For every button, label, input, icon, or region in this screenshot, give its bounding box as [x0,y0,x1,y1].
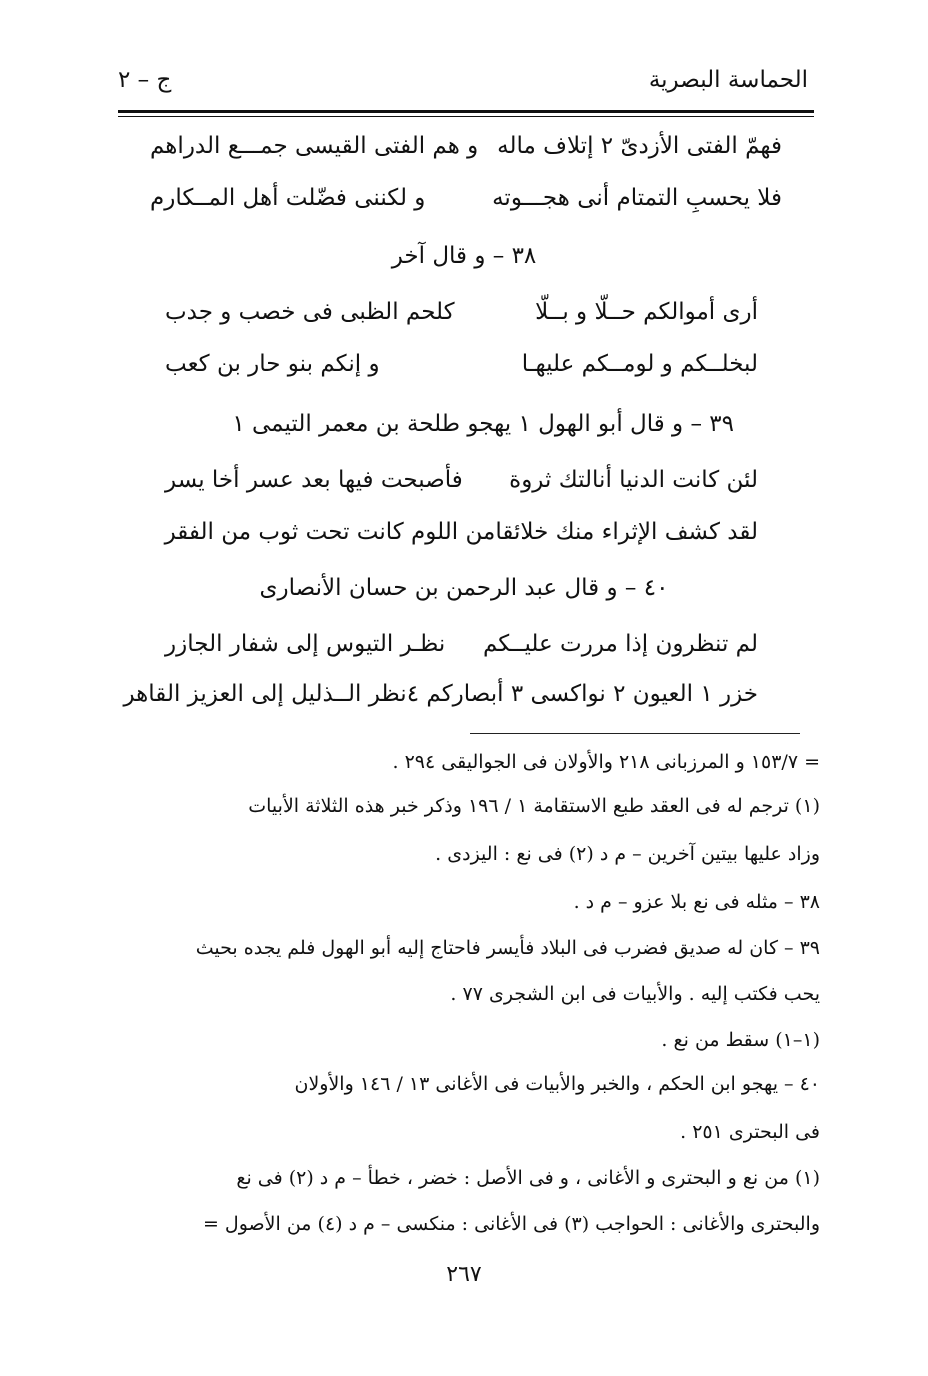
verse-line [165,624,758,664]
verse-first-hemistich: لئن كانت الدنيا أنالتك ثروة [509,467,758,493]
running-header [118,58,808,102]
verse-first-hemistich: لقد كشف الإثراء منك خلائقا [495,519,758,545]
footnote-line: (١) ترجم له فى العقد طبع الاستقامة ١ / ١٩٦ وذكر خبر هذه الثلاثة الأبيات [248,795,820,817]
footnote-line: = ١٥٣/٧ و المرزبانى ٢١٨ والأولان فى الجواليقى ٢٩٤ . [392,751,820,773]
verse-line [150,178,782,218]
verse-line [123,674,758,714]
footnote-line: فى البحترى ٢٥١ . [680,1121,820,1143]
footnote-line: (١–١) سقط من نع . [661,1029,820,1051]
verse-line [150,126,782,166]
verse-second-hemistich: نظر الــذليل إلى العزيز القاهر [123,681,407,707]
verse-first-hemistich: خزر ١ العيون ٢ نواكسى ٣ أبصاركم ٤ [406,681,758,707]
volume-number: ج – ٢ [118,67,172,93]
verse-second-hemistich: من اللوم كانت تحت ثوب من الفقر [164,519,496,545]
poem-heading: ٤٠ – و قال عبد الرحمن بن حسان الأنصارى [259,575,669,601]
verse-second-hemistich: كلحم الظبى فى خصب و جدب [165,299,455,325]
poem-heading: ٣٩ – و قال أبو الهول ١ يهجو طلحة بن معمر التيمى ١ [232,411,734,437]
verse-second-hemistich: و هم الفتى القيسى جمـــع الدراهم [150,133,479,159]
verse-second-hemistich: و لكننى فضّلت أهل المــكارم [150,185,426,211]
footnote-line: ٤٠ – يهجو ابن الحكم ، والخبر والأبيات فى الأغانى ١٣ / ١٤٦ والأولان [294,1073,820,1095]
footnote-line: وزاد عليها بيتين آخرين – م د (٢) فى نع : اليزدى . [435,843,820,865]
verse-first-hemistich: أرى أموالكم حــلّا و بــلّا [535,299,758,325]
verse-line [165,292,758,332]
footnote-line: ٣٨ – مثله فى نع بلا عزو – م د . [573,891,820,913]
header-rule [118,110,814,113]
poem-heading: ٣٨ – و قال آخر [391,243,537,269]
header-rule-thin [118,116,814,117]
verse-line [165,512,758,552]
book-title: الحماسة البصرية [648,67,808,93]
verse-second-hemistich: نظـر التيوس إلى شفار الجازر [165,631,446,657]
verse-first-hemistich: لبخلــكم و لومــكم عليهـا [521,351,758,377]
footnote-line: (١) من نع و البحترى و الأغانى ، و فى الأصل : خضر ، خطأ – م د (٢) فى نع [236,1167,820,1189]
verse-second-hemistich: فأصبحت فيها بعد عسر أخا يسر [165,467,463,493]
footnote-line: والبحترى والأغانى : الحواجب (٣) فى الأغانى : منكسى – م د (٤) من الأصول = [202,1213,820,1235]
page-number: ٢٦٧ [446,1262,482,1287]
verse-first-hemistich: فهمّ الفتى الأزدىّ ٢ إتلاف ماله [497,133,782,159]
footnote-line: ٣٩ – كان له صديق فضرب فى البلاد فأيسر فاحتاج إليه أبو الهول فلم يجده بحيث [195,937,820,959]
verse-line [165,344,758,384]
verse-first-hemistich: لم تنظرون إذا مررت عليــكم [482,631,758,657]
footnote-line: يحب فكتب إليه . والأبيات فى ابن الشجرى ٧٧ . [450,983,820,1005]
footnote-rule [470,733,800,734]
verse-line [165,460,758,500]
verse-first-hemistich: فلا يحسبِ التمتام أنى هجـــوته [492,185,782,211]
verse-second-hemistich: و إنكم بنو حار بن كعب [165,351,380,377]
